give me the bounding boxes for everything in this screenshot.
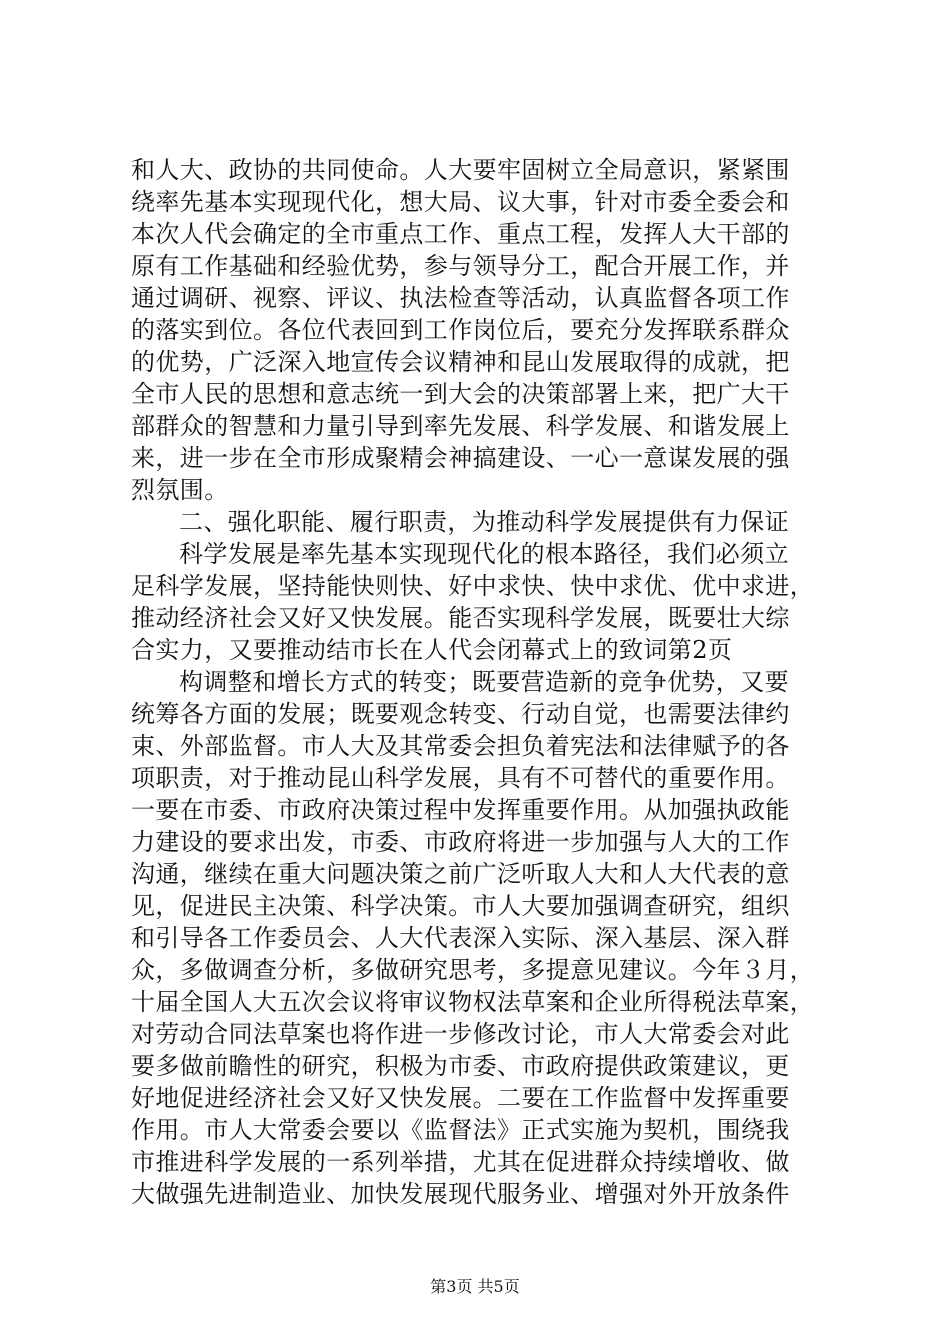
text-line: 沟通，继续在重大问题决策之前广泛听取人大和人大代表的意 (131, 860, 790, 888)
text-line: 作用。市人大常委会要以《监督法》正式实施为契机，围绕我 (131, 1116, 790, 1144)
text-line: 全市人民的思想和意志统一到大会的决策部署上来，把广大干 (131, 380, 790, 408)
text-line: 十届全国人大五次会议将审议物权法草案和企业所得税法草案， (131, 988, 815, 1016)
text-line: 和人大、政协的共同使命。人大要牢固树立全局意识，紧紧围 (131, 156, 790, 184)
text-line: 市推进科学发展的一系列举措，尤其在促进群众持续增收、做 (131, 1148, 790, 1176)
text-line: 力建设的要求出发，市委、市政府将进一步加强与人大的工作 (131, 828, 790, 856)
text-line: 来，进一步在全市形成聚精会神搞建设、一心一意谋发展的强 (131, 444, 790, 472)
text-line: 合实力，又要推动结市长在人代会闭幕式上的致词第2页 (131, 636, 733, 664)
text-line: 好地促进经济社会又好又快发展。二要在工作监督中发挥重要 (131, 1084, 790, 1112)
text-line: 足科学发展，坚持能快则快、好中求快、快中求优、优中求进， (131, 572, 815, 600)
paragraph-first-line: 科学发展是率先基本实现现代化的根本路径，我们必须立 (179, 540, 789, 568)
text-line: 见，促进民主决策、科学决策。市人大要加强调查研究，组织 (131, 892, 790, 920)
text-line: 大做强先进制造业、加快发展现代服务业、增强对外开放条件 (131, 1180, 790, 1208)
text-line: 对劳动合同法草案也将作进一步修改讨论，市人大常委会对此 (131, 1020, 790, 1048)
text-line: 烈氛围。 (131, 476, 229, 504)
paragraph-first-line: 构调整和增长方式的转变；既要营造新的竞争优势，又要 (179, 668, 789, 696)
section-heading: 二、强化职能、履行职责，为推动科学发展提供有力保证 (179, 508, 789, 536)
text-line: 绕率先基本实现现代化，想大局、议大事，针对市委全委会和 (131, 188, 790, 216)
text-line: 本次人代会确定的全市重点工作、重点工程，发挥人大干部的 (131, 220, 790, 248)
text-line: 要多做前瞻性的研究，积极为市委、市政府提供政策建议，更 (131, 1052, 790, 1080)
text-line: 众，多做调查分析，多做研究思考，多提意见建议。今年３月， (131, 956, 815, 984)
text-line: 一要在市委、市政府决策过程中发挥重要作用。从加强执政能 (131, 796, 790, 824)
document-body (131, 154, 831, 1210)
text-line: 推动经济社会又好又快发展。能否实现科学发展，既要壮大综 (131, 604, 790, 632)
text-line: 通过调研、视察、评议、执法检查等活动，认真监督各项工作 (131, 284, 790, 312)
text-line: 束、外部监督。市人大及其常委会担负着宪法和法律赋予的各 (131, 732, 790, 760)
text-line: 项职责，对于推动昆山科学发展，具有不可替代的重要作用。 (131, 764, 790, 792)
text-line: 和引导各工作委员会、人大代表深入实际、深入基层、深入群 (131, 924, 790, 952)
page-number-footer: 第3页 共5页 (430, 1277, 520, 1296)
text-line: 统筹各方面的发展；既要观念转变、行动自觉，也需要法律约 (131, 700, 790, 728)
text-line: 的优势，广泛深入地宣传会议精神和昆山发展取得的成就，把 (131, 348, 790, 376)
text-line: 部群众的智慧和力量引导到率先发展、科学发展、和谐发展上 (131, 412, 790, 440)
text-line: 原有工作基础和经验优势，参与领导分工，配合开展工作，并 (131, 252, 790, 280)
text-line: 的落实到位。各位代表回到工作岗位后，要充分发挥联系群众 (131, 316, 790, 344)
